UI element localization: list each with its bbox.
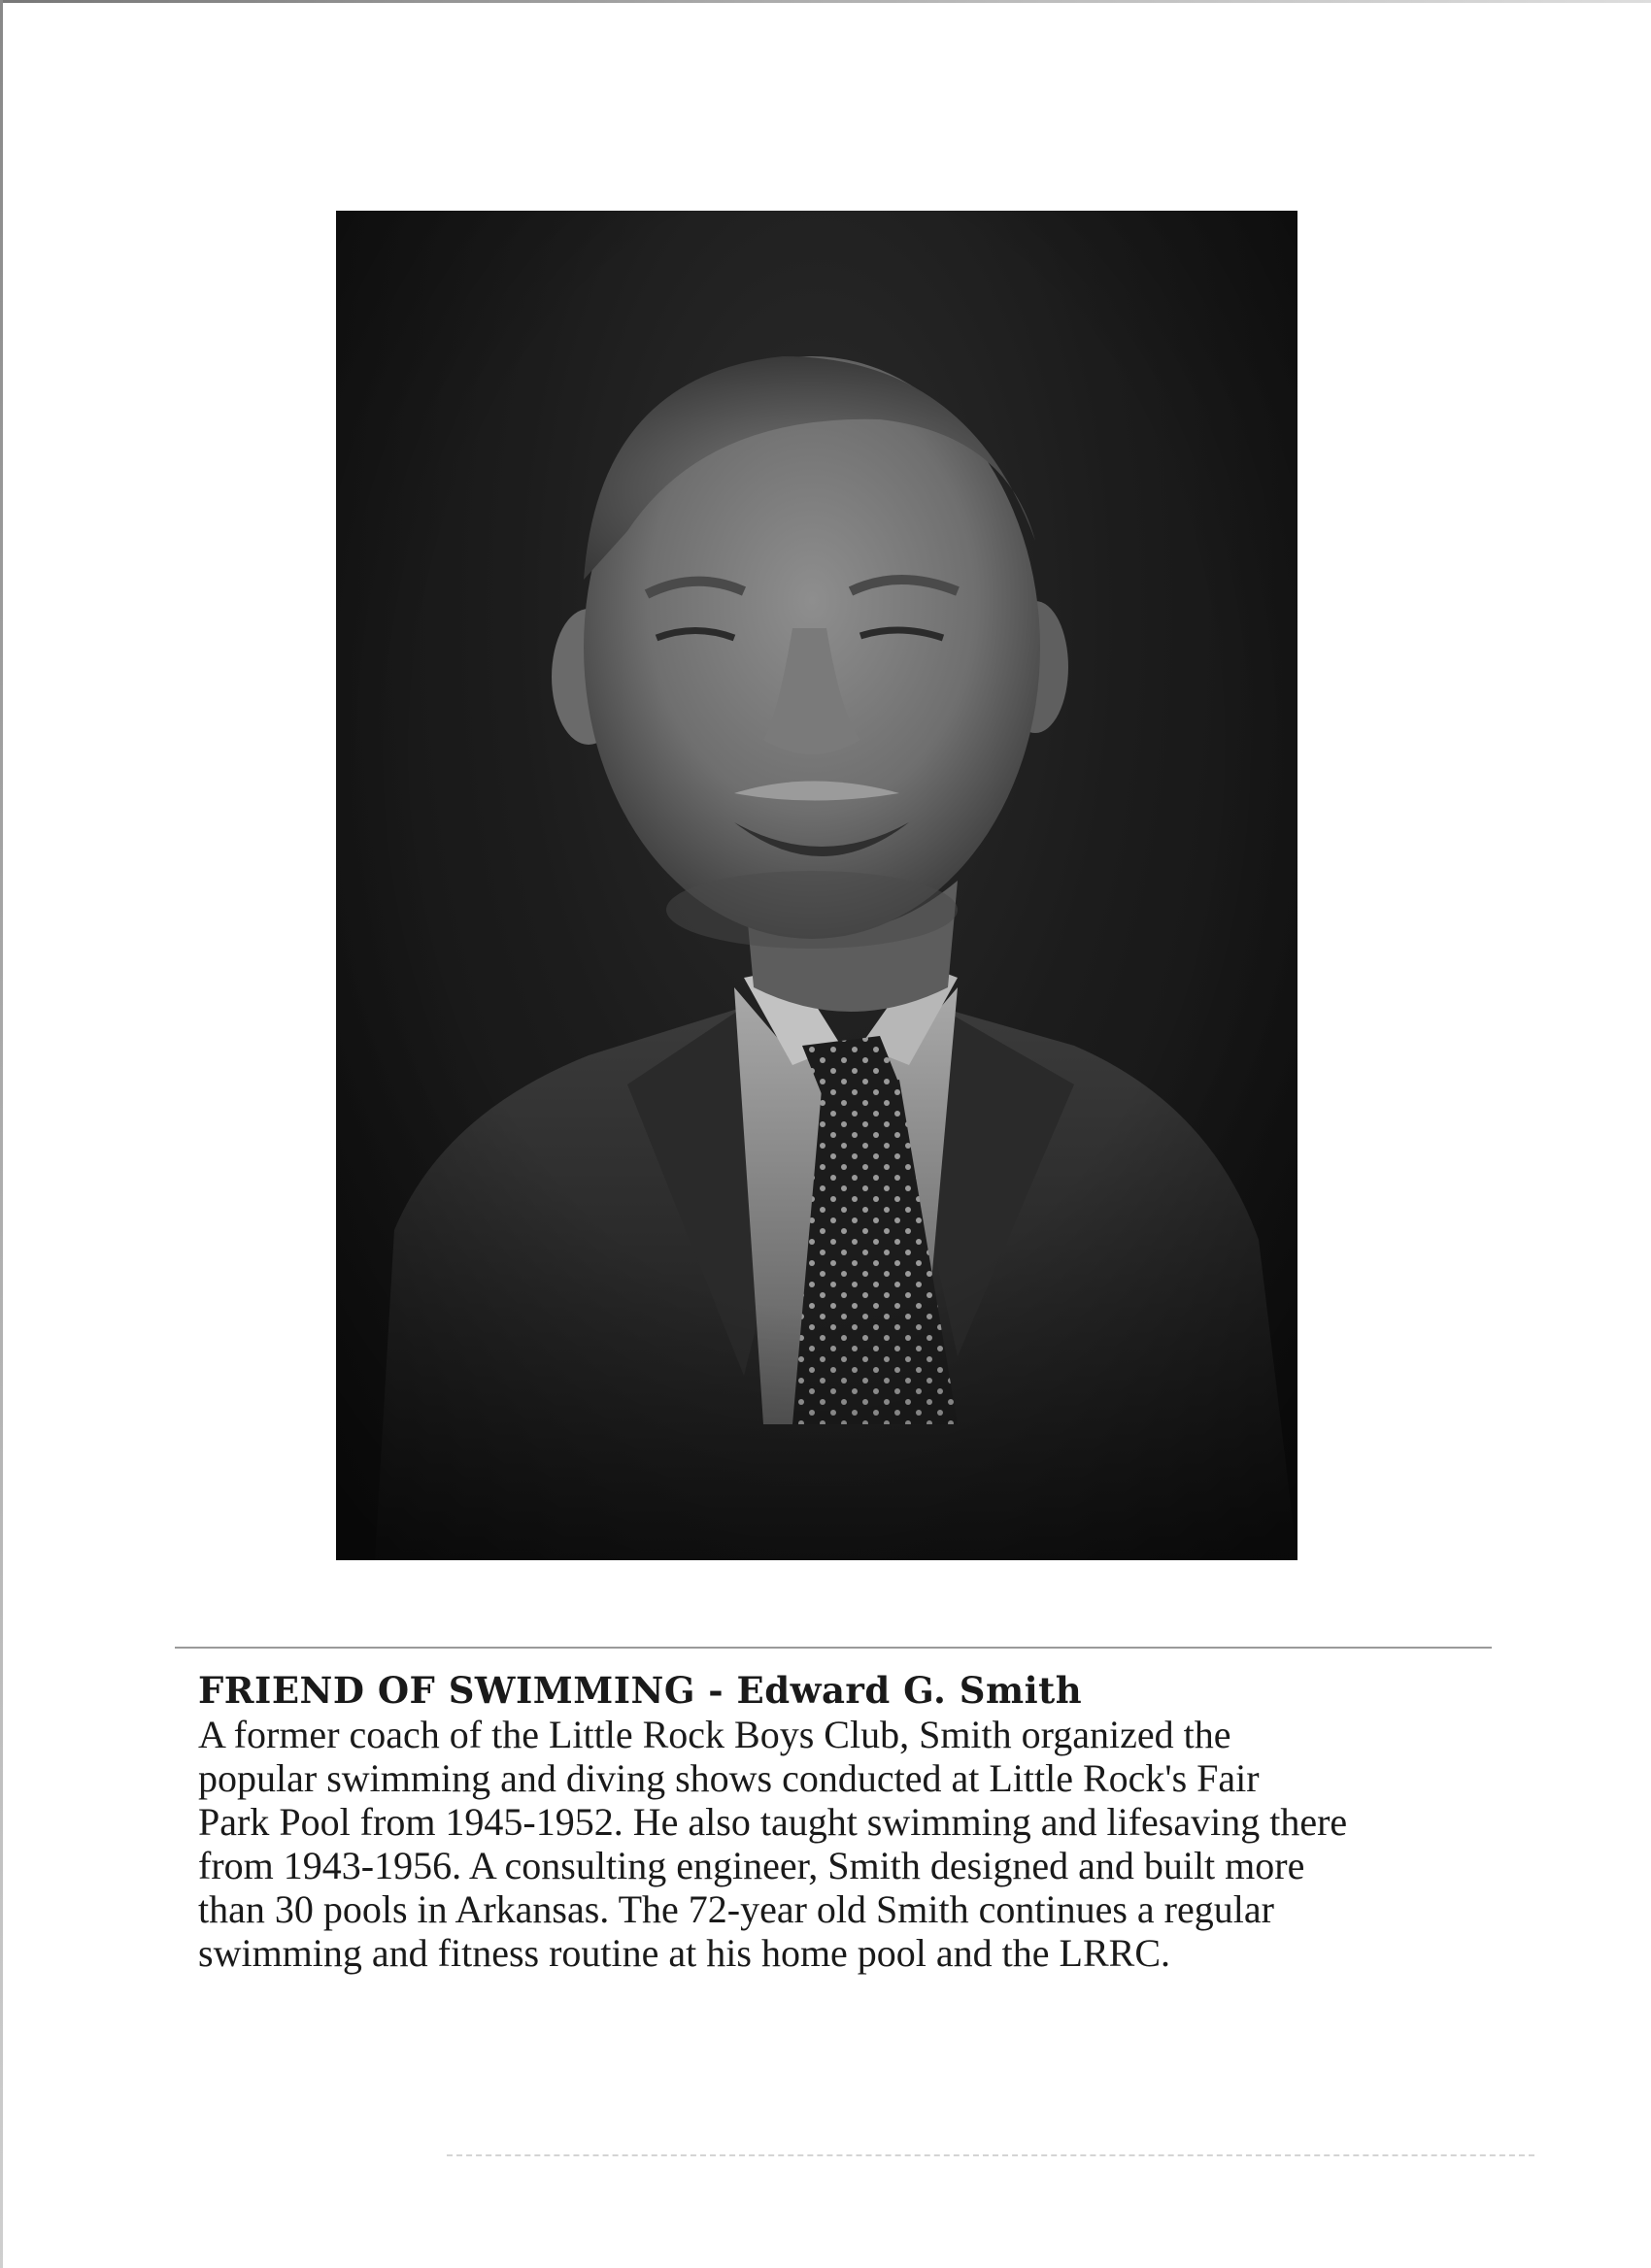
caption-heading: FRIEND OF SWIMMING - Edward G. Smith	[198, 1669, 1083, 1712]
caption-line: from 1943-1956. A consulting engineer, Smith designed and built more	[198, 1844, 1305, 1887]
caption-block	[198, 1668, 1490, 1975]
scan-edge-top	[0, 0, 1651, 3]
portrait-photo	[336, 211, 1297, 1560]
bottom-dashed-line	[447, 2154, 1534, 2156]
portrait-illustration	[336, 211, 1297, 1560]
caption-line: than 30 pools in Arkansas. The 72-year old Smith continues a regular	[198, 1887, 1274, 1931]
caption-divider	[175, 1647, 1492, 1649]
caption-line: A former coach of the Little Rock Boys Club, Smith organized the	[198, 1713, 1231, 1756]
caption-line: Park Pool from 1945-1952. He also taught swimming and lifesaving there	[198, 1800, 1348, 1844]
caption-line: popular swimming and diving shows conducted at Little Rock's Fair	[198, 1756, 1260, 1800]
caption-line: swimming and fitness routine at his home pool and the LRRC.	[198, 1931, 1171, 1975]
scan-edge-left	[0, 0, 3, 2268]
